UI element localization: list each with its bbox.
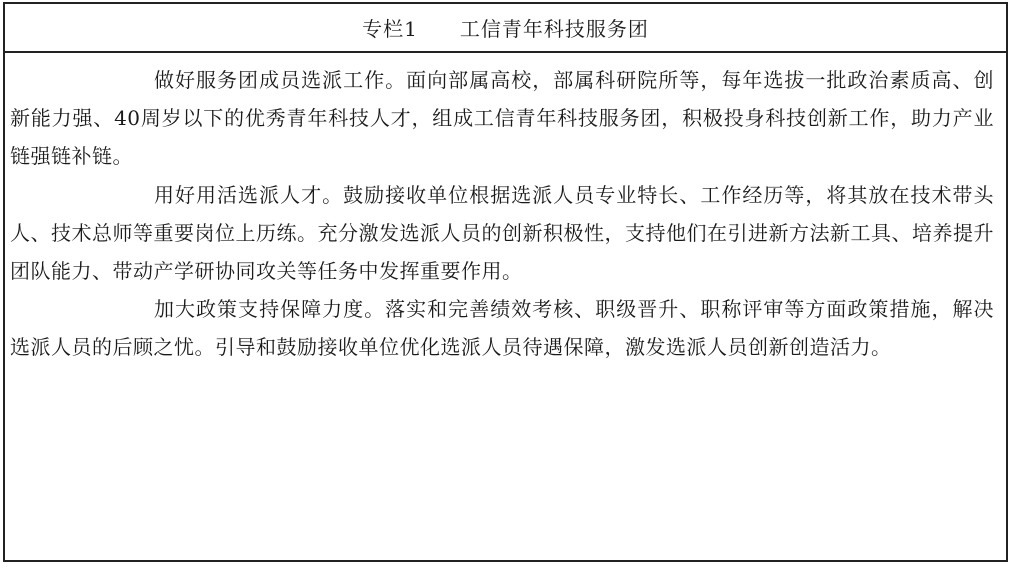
column-heading: 工信青年科技服务团 [459, 17, 649, 41]
column-label: 专栏1 [362, 17, 418, 41]
paragraph-policy-support: 加大政策支持保障力度。落实和完善绩效考核、职级晋升、职称评审等方面政策措施，解决选派人员的后顾之忧。引导和鼓励接收单位优化选派人员待遇保障，激发选派人员创新创造活力。 [10, 297, 994, 360]
paragraph-use-talent: 用好用活选派人才。鼓励接收单位根据选派人员专业特长、工作经历等，将其放在技术带头人、技术总师等重要岗位上历练。充分激发选派人员的创新积极性，支持他们在引进新方法新工具、培养提升团队能力、带动产学研协同攻关等任务中发挥重要作用。 [10, 182, 994, 284]
column-title [5, 4, 1006, 53]
column-box [3, 2, 1008, 562]
column-body [5, 53, 1006, 367]
paragraph-select-members: 做好服务团成员选派工作。面向部属高校，部属科研院所等，每年选拔一批政治素质高、创新能力强、40周岁以下的优秀青年科技人才，组成工信青年科技服务团，积极投身科技创新工作，助力产业链强链补链。 [10, 68, 994, 169]
